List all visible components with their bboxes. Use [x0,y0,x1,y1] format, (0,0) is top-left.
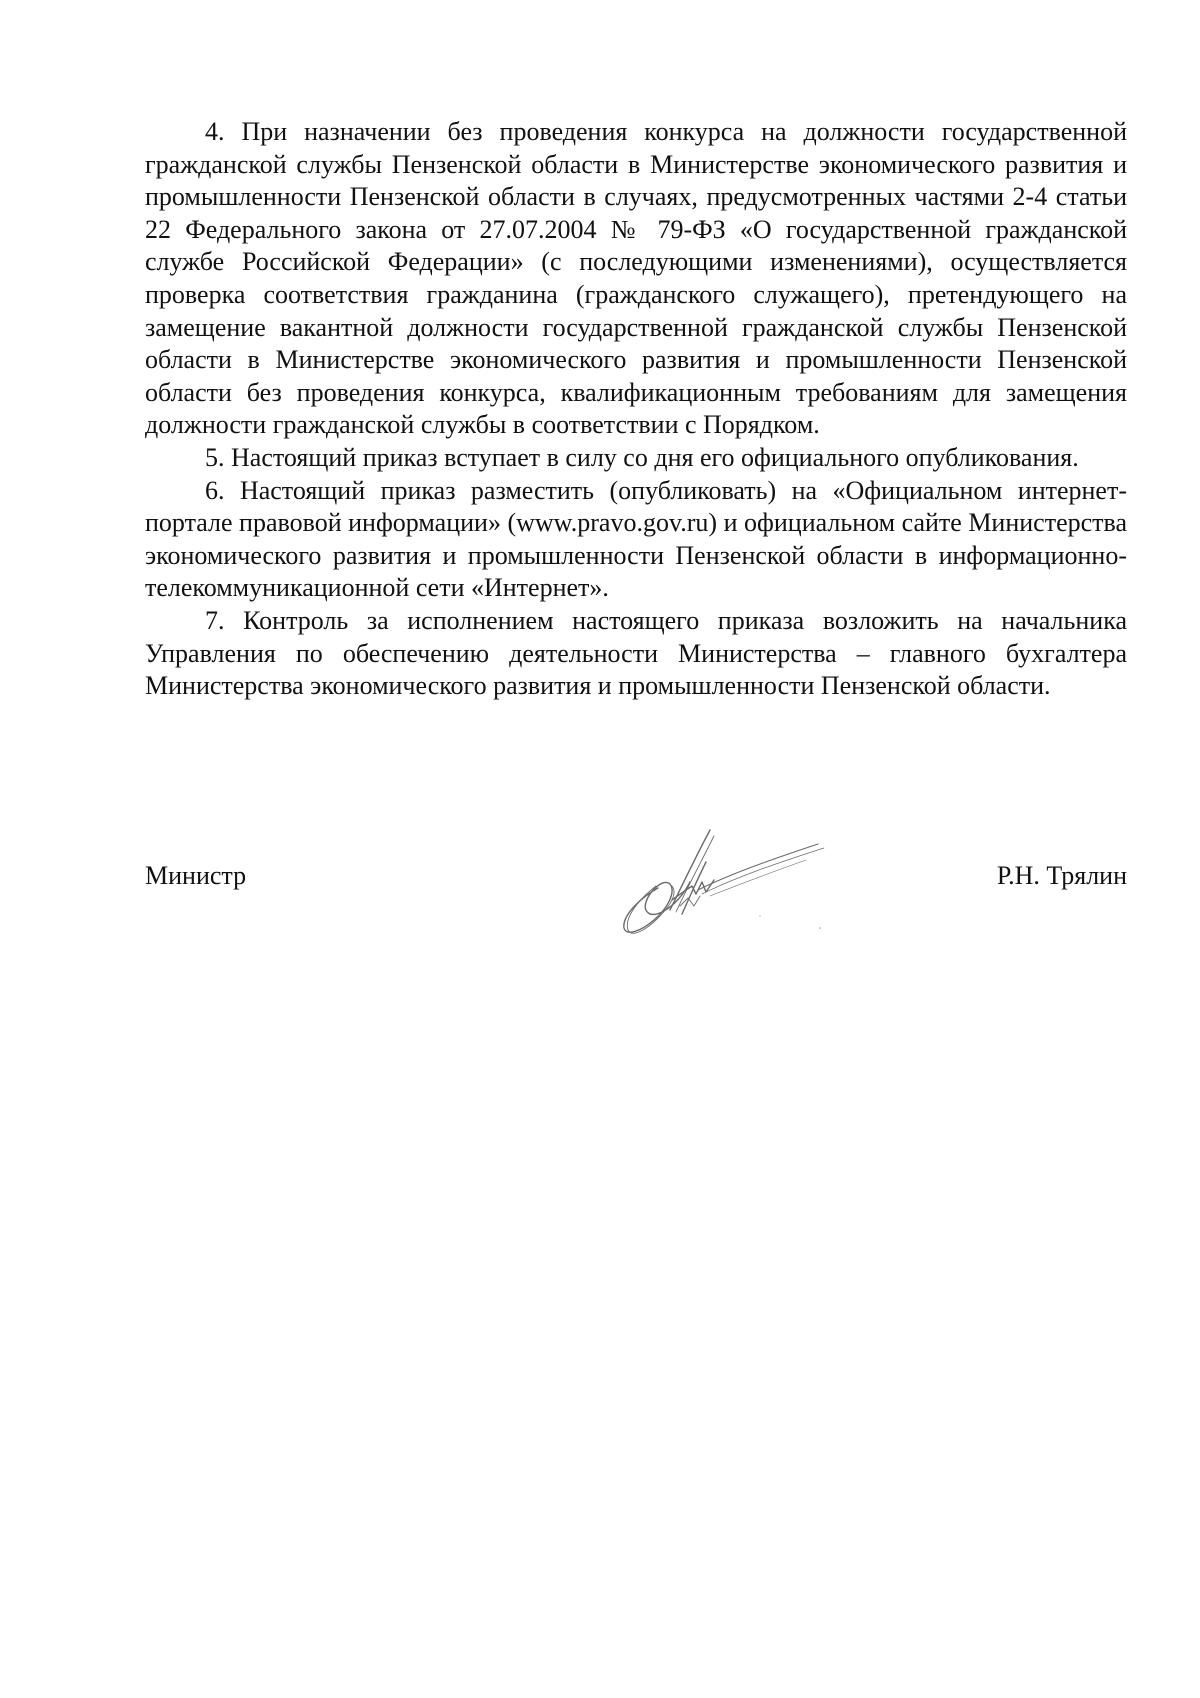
handwritten-signature-icon [610,820,840,940]
paragraph-7: 7. Контроль за исполнением настоящего приказа возложить на начальника Управления по обеспечению деятельности Министерства – главного бухгалтера Министерства экономического развития и промышленности Пензенской области. [145,605,1127,701]
paragraph-5: 5. Настоящий приказ вступает в силу со дня его официального опубликования. [205,442,1079,472]
document-body [145,116,1127,703]
paragraph-4: 4. При назначении без проведения конкурса на должности государственной гражданской службы Пензенской области в Министерстве экономического развития и промышленности Пензенской области в случаях, предусмотренных частями 2-4 статьи 22 Федерального закона от 27.07.2004 № 79-ФЗ «О государственной гражданской службе Российской Федерации» (с последующими изменениями), осуществляется проверка соответствия гражданина (гражданского служащего), претендующего на замещение вакантной должности государственной гражданской службы Пензенской области в Министерстве экономического развития и промышленности Пензенской области без проведения конкурса, квалификационным требованиям для замещения должности гражданской службы в соответствии с Порядком. [145,117,1127,440]
paragraph-6: 6. Настоящий приказ разместить (опубликовать) на «Официальном интернет-портале правовой информации» (www.pravo.gov.ru) и официальном сайте Министерства экономического развития и промышленности Пензенской области в информационно-телекоммуникационной сети «Интернет». [145,475,1127,603]
signatory-name: Р.Н. Трялин [996,861,1127,890]
signatory-title: Министр [145,861,247,890]
